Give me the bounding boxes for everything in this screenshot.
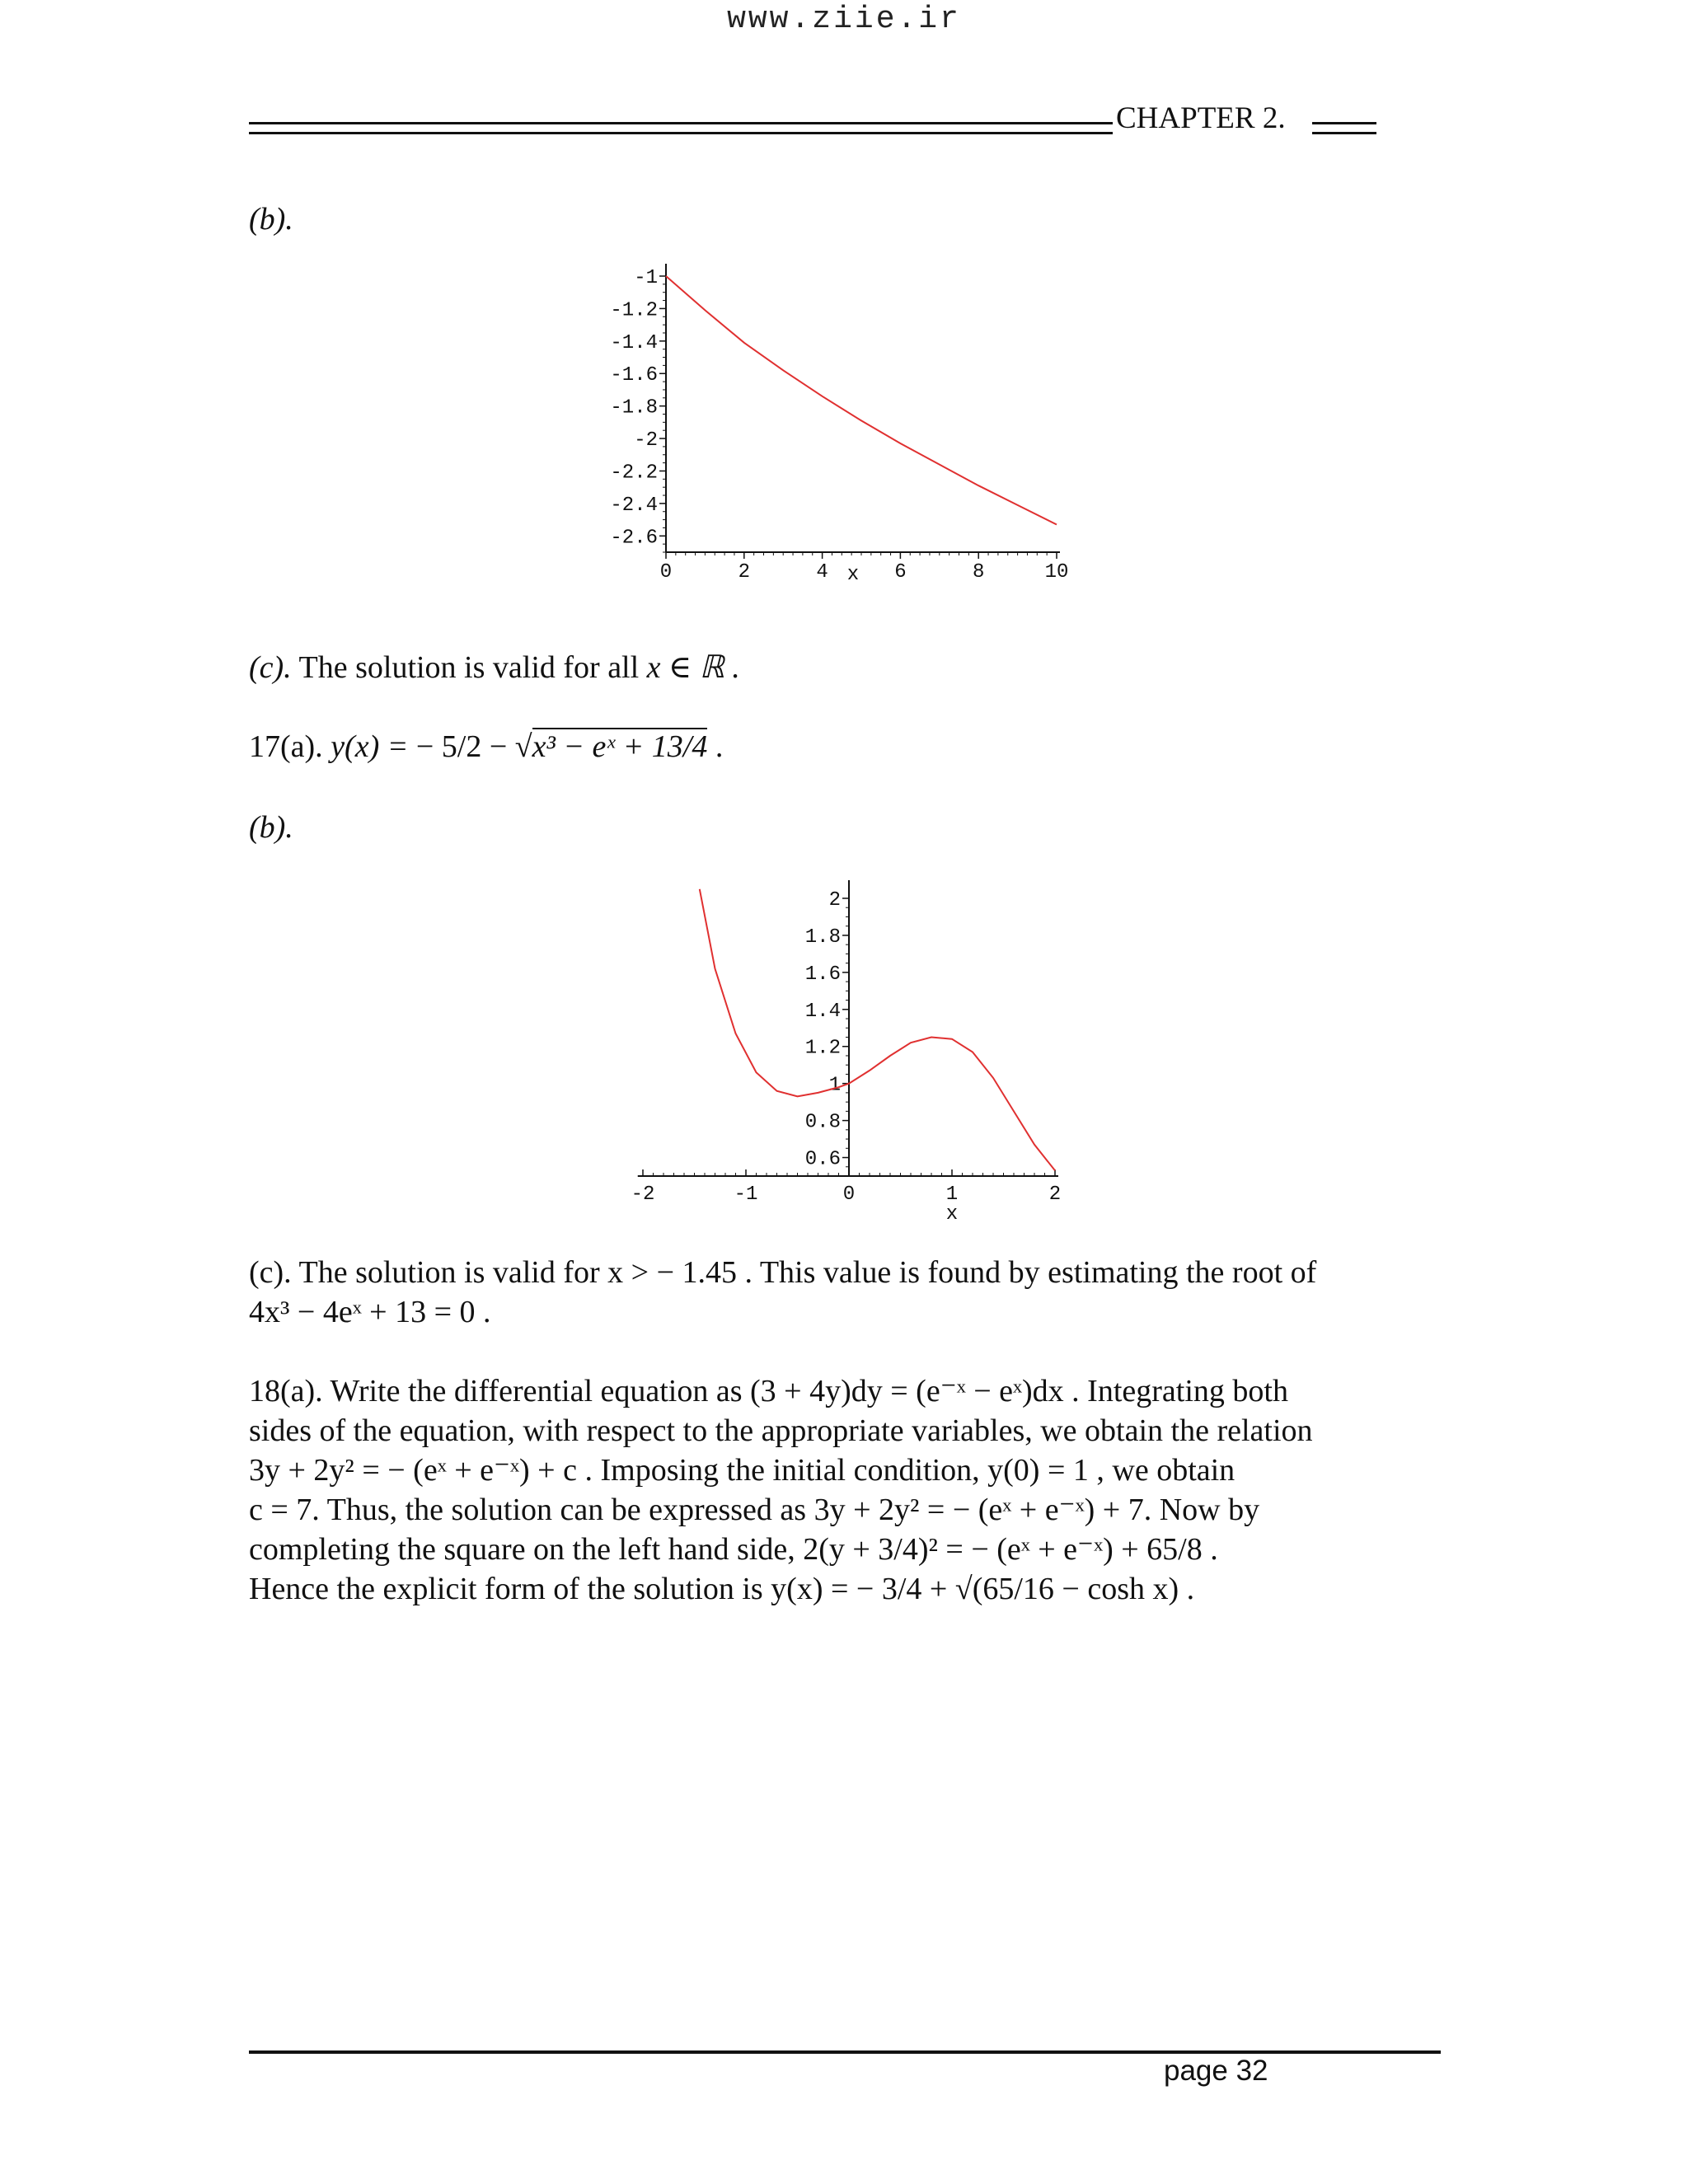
y-tick-label: 1	[828, 1074, 841, 1097]
y-tick-label: -1	[634, 267, 658, 289]
chart-1	[602, 260, 1096, 589]
y-tick-label: -1.8	[610, 396, 658, 419]
problem-17a-tail: .	[715, 729, 724, 764]
problem-18a-line-6: Hence the explicit form of the solution is y(x) = − 3/4 + √(65/16 − cosh x) .	[249, 1572, 1195, 1606]
y-tick-label: 1.8	[804, 926, 841, 949]
chart-2	[610, 874, 1104, 1236]
y-tick-label: -2.4	[610, 494, 658, 517]
part-c-line-1	[249, 648, 740, 687]
problem-17a-lhs: y(x) =	[331, 729, 409, 764]
x-tick-label: 0	[842, 1183, 856, 1206]
y-tick-label: -1.4	[610, 331, 658, 354]
y-tick-label: 1.6	[804, 963, 841, 986]
y-tick-label: 0.8	[804, 1111, 841, 1134]
x-tick-label: 4	[816, 561, 828, 583]
y-tick-label: 1.4	[804, 1000, 841, 1023]
x-tick-label: 6	[894, 561, 907, 583]
problem-17a-label: 17(a).	[249, 729, 323, 764]
problem-17a	[249, 727, 723, 766]
x-tick-label: 0	[659, 561, 673, 583]
y-tick-label: 2	[828, 889, 841, 912]
watermark: www.ziie.ir	[727, 2, 961, 37]
header-rule-right-top	[1312, 122, 1376, 124]
part-b-label-2: (b).	[249, 810, 293, 845]
sqrt-symbol: √	[514, 729, 532, 764]
header-rule-top	[249, 122, 1113, 124]
x-axis-label: x	[945, 1203, 959, 1226]
problem-18a-line-1: 18(a). Write the differential equation as (3 + 4y)dy = (e⁻ˣ − eˣ)dx . Integrating both	[249, 1374, 1288, 1408]
y-tick-label: -2.2	[610, 462, 658, 485]
problem-18a-line-5: completing the square on the left hand side, 2(y + 3/4)² = − (eˣ + e⁻ˣ) + 65/8 .	[249, 1532, 1218, 1567]
problem-17a-radicand: x³ − eˣ + 13/4	[532, 729, 708, 764]
problem-18a-line-2: sides of the equation, with respect to the appropriate variables, we obtain the relation	[249, 1413, 1313, 1448]
part-c-math-1: x ∈ ℝ .	[646, 650, 740, 685]
y-tick-label: 0.6	[804, 1148, 841, 1171]
problem-17a-rhs: − 5/2 −	[415, 729, 508, 764]
footer-rule	[249, 2050, 1441, 2054]
x-tick-label: 2	[738, 561, 751, 583]
series-line	[666, 276, 1057, 525]
y-tick-label: -2.6	[610, 527, 658, 550]
x-tick-label: 10	[1044, 561, 1069, 583]
series-line	[700, 889, 1055, 1171]
y-tick-label: 1.2	[804, 1037, 841, 1060]
part-b-label-1: (b).	[249, 202, 293, 237]
x-tick-label: 1	[945, 1183, 959, 1206]
problem-18a-line-4: c = 7. Thus, the solution can be expressed as 3y + 2y² = − (eˣ + e⁻ˣ) + 7. Now by	[249, 1493, 1260, 1527]
chapter-title: CHAPTER 2.	[1116, 101, 1286, 135]
part-c-label-1: (c).	[249, 650, 292, 685]
x-tick-label: -1	[734, 1183, 758, 1206]
header-rule-right-bottom	[1312, 132, 1376, 134]
y-tick-label: -1.2	[610, 299, 658, 322]
y-tick-label: -2	[634, 429, 658, 452]
page-number: page 32	[1164, 2055, 1268, 2087]
x-axis-label: x	[846, 564, 860, 586]
y-tick-label: -1.6	[610, 364, 658, 387]
x-tick-label: 8	[972, 561, 985, 583]
x-tick-label: 2	[1048, 1183, 1062, 1206]
x-tick-label: -2	[631, 1183, 655, 1206]
header-rule-bottom	[249, 132, 1113, 134]
problem-18a	[249, 1371, 1313, 1609]
part-c-text-1: The solution is valid for all	[298, 650, 640, 685]
problem-18a-line-3: 3y + 2y² = − (eˣ + e⁻ˣ) + c . Imposing the initial condition, y(0) = 1 , we obtain	[249, 1453, 1236, 1488]
part-c-line-2b: 4x³ − 4eˣ + 13 = 0 .	[249, 1295, 491, 1329]
part-c-line-2a: (c). The solution is valid for x > − 1.45 . This value is found by estimating the root of	[249, 1255, 1317, 1290]
